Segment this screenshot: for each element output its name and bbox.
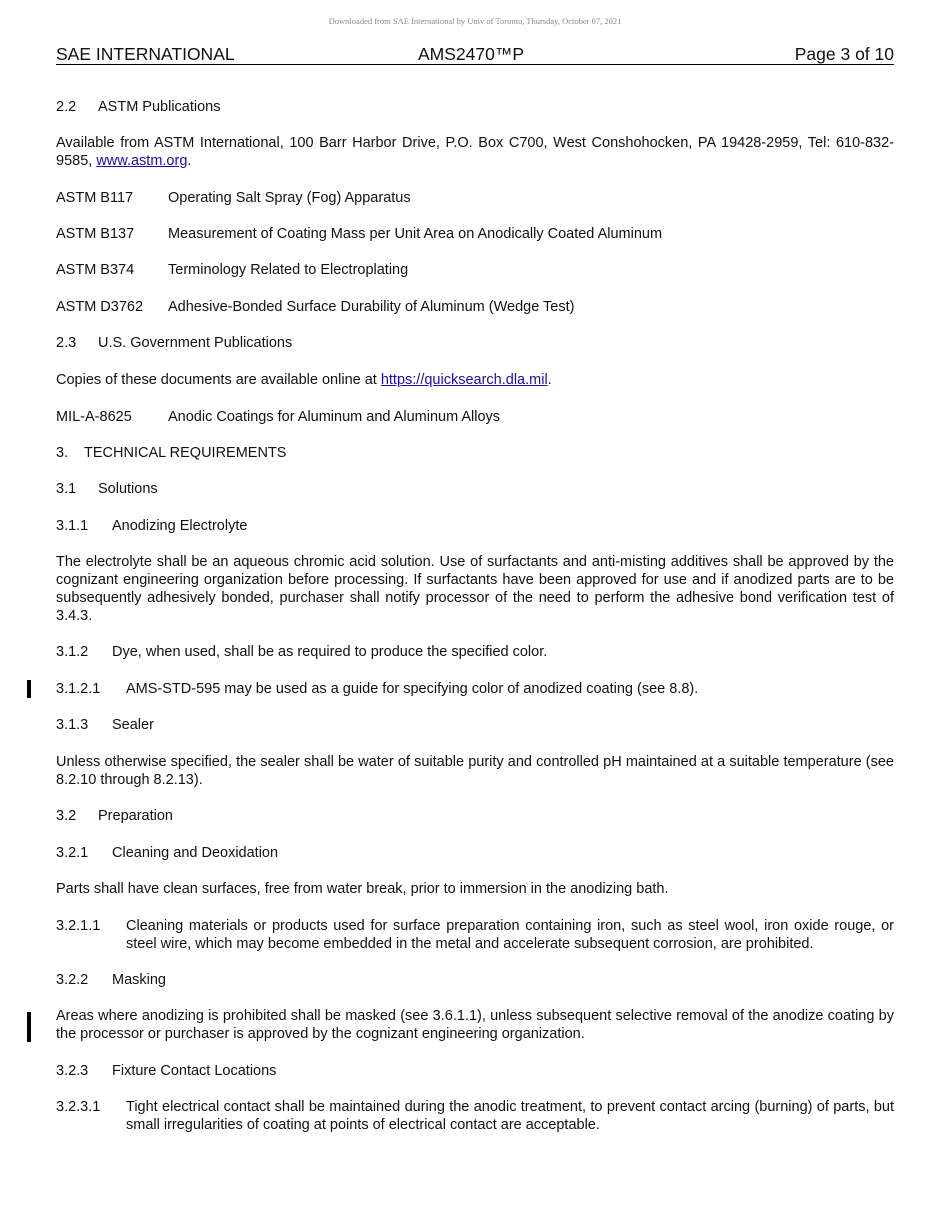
header-organization: SAE INTERNATIONAL — [56, 44, 235, 64]
header-page-number: Page 3 of 10 — [794, 44, 894, 64]
section-number: 3.1.3 — [56, 717, 89, 733]
reference-row — [56, 261, 408, 279]
section-text: Cleaning materials or products used for surface preparation containing iron, such as steel wool, iron oxide rouge, or steel wire, which may become embedded in the metal and accelerate subsequent corrosion, are prohibited. — [126, 918, 894, 952]
page-header — [56, 44, 894, 65]
reference-row — [56, 408, 500, 426]
download-watermark: Downloaded from SAE International by Univ of Toronto, Thursday, October 07, 2021 — [328, 16, 622, 26]
section-number: 3.2.2 — [56, 972, 89, 988]
section-title: Masking — [112, 972, 166, 988]
section-3-2-3-heading — [56, 1062, 276, 1080]
revision-bar — [27, 680, 31, 698]
section-number: 3.1.1 — [56, 518, 89, 534]
astm-availability-end: . — [187, 153, 192, 169]
section-3-2-3-1 — [56, 1098, 894, 1134]
reference-code: MIL-A-8625 — [56, 409, 132, 425]
section-3-1-1-heading — [56, 517, 247, 535]
section-title: Cleaning and Deoxidation — [112, 845, 279, 861]
section-3-1-1-body: The electrolyte shall be an aqueous chromic acid solution. Use of surfactants and anti-misting additives shall be approved by the cognizant engineering organization before processing. If surfactants have been approved for use and if anodized parts are to be subsequently adhesively bonded, purchaser shall notify processor of the need to perform the adhesive bond verification test of 3.4.3. — [56, 554, 894, 624]
reference-code: ASTM B137 — [56, 226, 135, 242]
section-number: 3. — [56, 445, 69, 461]
section-3-1-3-heading — [56, 716, 154, 734]
section-title: Fixture Contact Locations — [112, 1063, 277, 1079]
astm-website-link[interactable]: www.astm.org — [96, 153, 188, 169]
section-3-1-2 — [56, 643, 547, 661]
section-title: ASTM Publications — [98, 99, 221, 115]
section-number: 3.2.1.1 — [56, 918, 101, 934]
section-title: Sealer — [112, 717, 154, 733]
reference-code: ASTM D3762 — [56, 299, 144, 315]
revision-bar — [27, 1012, 31, 1042]
reference-title: Anodic Coatings for Aluminum and Aluminum Alloys — [168, 409, 501, 425]
reference-row — [56, 225, 662, 243]
dla-availability-text: Copies of these documents are available online at — [56, 372, 381, 388]
section-number: 3.2.3 — [56, 1063, 89, 1079]
section-3-2-1-heading — [56, 844, 278, 862]
section-number: 3.2 — [56, 808, 77, 824]
section-3-2-2-heading — [56, 971, 166, 989]
section-number: 3.1 — [56, 481, 77, 497]
section-title: TECHNICAL REQUIREMENTS — [84, 445, 287, 461]
section-title: U.S. Government Publications — [98, 335, 293, 351]
reference-title: Operating Salt Spray (Fog) Apparatus — [168, 190, 411, 206]
astm-availability-paragraph — [56, 134, 894, 170]
section-text: Tight electrical contact shall be maintained during the anodic treatment, to prevent contact arcing (burning) of parts, but small irregularities of coating at points of electrical contact are acceptable. — [126, 1099, 894, 1133]
section-3-1-2-1 — [56, 680, 698, 698]
reference-row — [56, 298, 574, 316]
section-3-2-1-body: Parts shall have clean surfaces, free from water break, prior to immersion in the anodizing bath. — [56, 881, 669, 897]
section-3-1-heading — [56, 480, 158, 498]
reference-title: Adhesive-Bonded Surface Durability of Aluminum (Wedge Test) — [168, 299, 575, 315]
section-2-2-heading — [56, 98, 221, 116]
section-number: 3.2.1 — [56, 845, 89, 861]
section-3-1-3-body: Unless otherwise specified, the sealer shall be water of suitable purity and controlled pH maintained at a suitable temperature (see 8.2.10 through 8.2.13). — [56, 754, 894, 788]
dla-availability-end: . — [547, 372, 552, 388]
reference-row — [56, 189, 411, 207]
section-number: 3.1.2 — [56, 644, 89, 660]
section-3-2-heading — [56, 807, 173, 825]
dla-quicksearch-link[interactable]: https://quicksearch.dla.mil — [380, 372, 548, 388]
section-text: Dye, when used, shall be as required to produce the specified color. — [112, 644, 548, 660]
reference-title: Terminology Related to Electroplating — [168, 262, 409, 278]
section-number: 2.2 — [56, 99, 77, 115]
section-number: 3.2.3.1 — [56, 1099, 101, 1115]
section-title: Solutions — [98, 481, 158, 497]
reference-code: ASTM B117 — [56, 190, 134, 206]
reference-code: ASTM B374 — [56, 262, 135, 278]
dla-availability-paragraph — [56, 371, 552, 389]
reference-title: Measurement of Coating Mass per Unit Area on Anodically Coated Aluminum — [168, 226, 663, 242]
section-3-2-2-body: Areas where anodizing is prohibited shall be masked (see 3.6.1.1), unless subsequent selective removal of the anodize coating by the processor or purchaser is approved by the cognizant engineering organization. — [56, 1008, 894, 1042]
section-3-heading — [56, 444, 286, 462]
section-2-3-heading — [56, 334, 292, 352]
section-number: 3.1.2.1 — [56, 681, 101, 697]
section-title: Preparation — [98, 808, 173, 824]
astm-availability-text: Available from ASTM International, 100 Barr Harbor Drive, P.O. Box C700, West Conshohocken, PA 19428-2959, Tel: 610-832-9585, — [56, 135, 894, 169]
section-number: 2.3 — [56, 335, 77, 351]
section-text: AMS-STD-595 may be used as a guide for specifying color of anodized coating (see 8.8). — [126, 681, 699, 697]
section-3-2-1-1 — [56, 917, 894, 953]
header-document-number: AMS2470™P — [418, 44, 525, 64]
section-title: Anodizing Electrolyte — [112, 518, 248, 534]
